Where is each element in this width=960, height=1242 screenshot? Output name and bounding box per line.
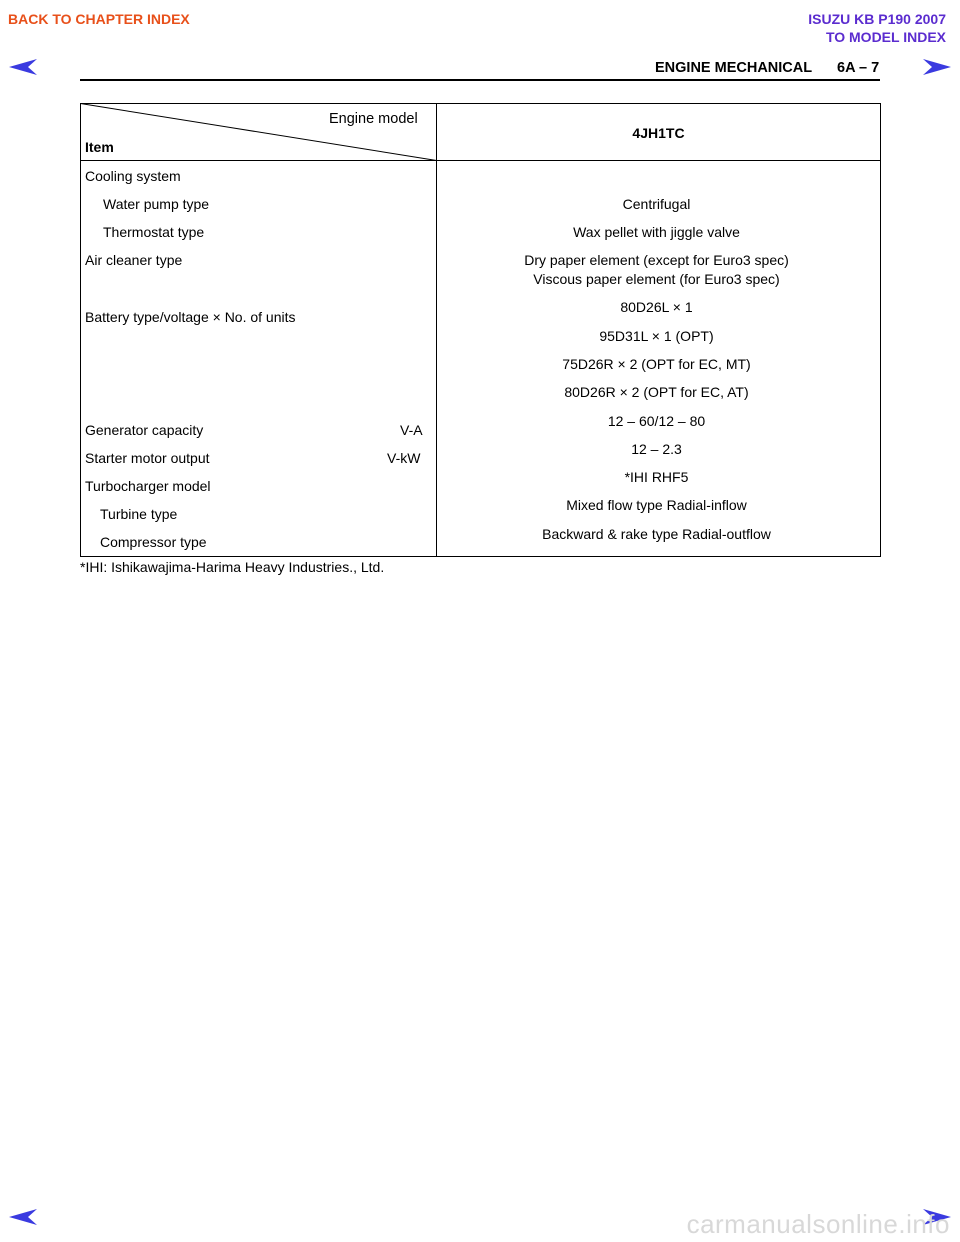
model-title-link[interactable]: ISUZU KB P190 2007 <box>808 11 946 27</box>
watermark: carmanualsonline.info <box>686 1209 950 1239</box>
value-thermostat: Wax pellet with jiggle valve <box>573 224 740 240</box>
column-4jh1tc: 4JH1TC <box>632 125 685 141</box>
item-cooling-system: Cooling system <box>85 168 181 184</box>
item-thermostat-type: Thermostat type <box>103 224 205 240</box>
value-battery-4: 80D26R × 2 (OPT for EC, AT) <box>564 384 749 400</box>
previous-page-arrow-icon-bottom[interactable] <box>8 1208 38 1226</box>
value-air-cleaner-1: Dry paper element (except for Euro3 spec) <box>524 252 789 268</box>
value-water-pump: Centrifugal <box>622 196 691 212</box>
value-battery-3: 75D26R × 2 (OPT for EC, MT) <box>562 356 751 372</box>
footnote: *IHI: Ishikawajima-Harima Heavy Industries., Ltd. <box>80 559 385 575</box>
item-compressor-type: Compressor type <box>100 534 207 550</box>
value-air-cleaner-2: Viscous paper element (for Euro3 spec) <box>533 271 780 287</box>
to-model-index-link[interactable]: TO MODEL INDEX <box>825 29 946 45</box>
item-starter-motor-output: Starter motor output <box>85 450 210 466</box>
item-turbine-type: Turbine type <box>100 506 178 522</box>
section-title: ENGINE MECHANICAL <box>655 60 813 76</box>
value-starter: 12 – 2.3 <box>631 441 682 457</box>
item-air-cleaner-type: Air cleaner type <box>85 252 183 268</box>
corner-engine-model: Engine model <box>329 111 418 127</box>
value-battery-1: 80D26L × 1 <box>620 299 693 315</box>
back-to-chapter-index-link[interactable]: BACK TO CHAPTER INDEX <box>8 11 190 27</box>
value-generator: 12 – 60/12 – 80 <box>607 413 706 429</box>
value-battery-2: 95D31L × 1 (OPT) <box>599 328 714 344</box>
unit-starter: V-kW <box>387 450 421 466</box>
item-generator-capacity: Generator capacity <box>85 422 204 438</box>
corner-item: Item <box>85 139 114 155</box>
unit-generator: V-A <box>400 422 423 438</box>
item-water-pump-type: Water pump type <box>103 196 210 212</box>
page-number: 6A – 7 <box>837 60 880 76</box>
item-battery-type: Battery type/voltage × No. of units <box>85 309 296 325</box>
value-turbocharger: *IHI RHF5 <box>624 469 689 485</box>
item-turbocharger-model: Turbocharger model <box>85 478 211 494</box>
value-compressor: Backward & rake type Radial-outflow <box>542 526 771 542</box>
value-turbine: Mixed flow type Radial-inflow <box>566 497 747 513</box>
